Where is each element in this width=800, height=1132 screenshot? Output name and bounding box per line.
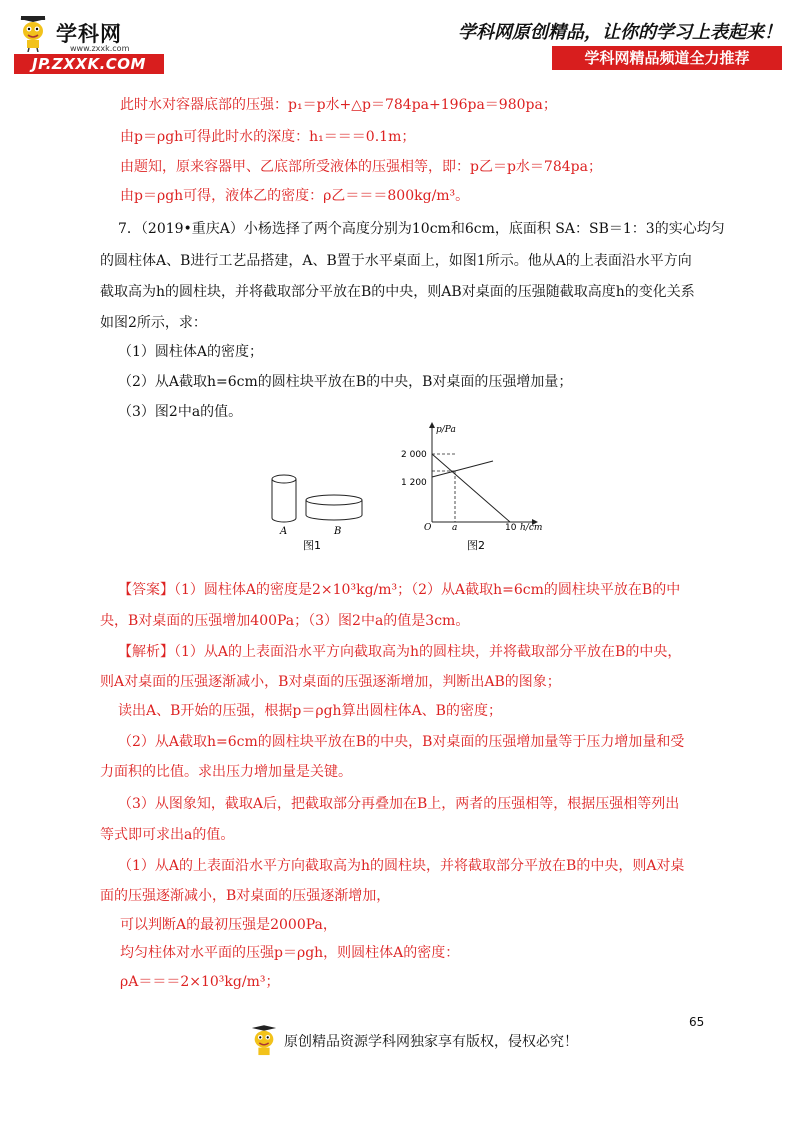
- x-axis-label: h/cm: [520, 523, 542, 533]
- graph: [429, 422, 538, 525]
- text-line: 此时水对容器底部的压强：p₁＝p水+△p＝784pa+196pa＝980pa；: [120, 97, 557, 113]
- question-item: （2）从A截取h=6cm的圆柱块平放在B的中央，B对桌面的压强增加量；: [118, 374, 573, 390]
- footer: [250, 1025, 610, 1061]
- label-b: B: [334, 526, 342, 537]
- page-number: 65: [689, 1015, 705, 1029]
- tick-1200: 1 200: [401, 478, 427, 488]
- site-logo: [14, 16, 164, 74]
- logo-title: 学科网: [56, 22, 122, 46]
- analysis-line: （1）从A的上表面沿水平方向截取高为h的圆柱块，并将截取部分平放在B的中央，则A对桌: [118, 858, 685, 874]
- line-b: [432, 461, 493, 477]
- figure: [262, 422, 542, 558]
- text-line: 由p＝ρgh可得，液体乙的密度：ρ乙＝＝＝800kg/m³。: [120, 188, 470, 204]
- mascot-icon: [250, 1025, 278, 1059]
- analysis-line: 读出A、B开始的压强，根据p＝ρgh算出圆柱体A、B的密度；: [118, 703, 502, 719]
- line-a: [432, 454, 510, 522]
- logo-url-small: www.zxxk.com: [70, 44, 130, 53]
- question-item: （3）图2中a的值。: [118, 404, 243, 420]
- answer-line: 央，B对桌面的压强增加400Pa；（3）图2中a的值是3cm。: [100, 613, 470, 629]
- analysis-line: 【解析】（1）从A的上表面沿水平方向截取高为h的圆柱块，并将截取部分平放在B的中央，: [118, 644, 682, 660]
- text-line: 由题知，原来容器甲、乙底部所受液体的压强相等，即：p乙＝p水＝784pa；: [120, 159, 602, 175]
- analysis-line: ρA＝＝＝2×10³kg/m³；: [120, 974, 280, 990]
- cylinder-b: [306, 495, 362, 520]
- mascot-icon: [18, 16, 48, 52]
- footer-copyright: 原创精品资源学科网独家享有版权，侵权必究！: [284, 1034, 578, 1050]
- tick-2000: 2 000: [401, 450, 427, 460]
- question-line: 截取高为h的圆柱块，并将截取部分平放在B的中央，则AB对桌面的压强随截取高度h的变化关系: [100, 284, 695, 300]
- analysis-line: 面的压强逐渐减小，B对桌面的压强逐渐增加，: [100, 888, 391, 904]
- analysis-line: 均匀柱体对水平面的压强p＝ρgh，则圆柱体A的密度：: [120, 945, 460, 961]
- tick-10: 10: [505, 523, 517, 533]
- fig2-caption: 图2: [467, 539, 485, 552]
- question-line: 的圆柱体A、B进行工艺品搭建，A、B置于水平桌面上，如图1所示。他从A的上表面沿水平方向: [100, 253, 692, 269]
- header-banner: 学科网精品频道全力推荐: [552, 46, 782, 70]
- analysis-line: （3）从图象知，截取A后，把截取部分再叠加在B上，两者的压强相等，根据压强相等列出: [118, 796, 680, 812]
- origin-label: O: [424, 523, 432, 533]
- analysis-line: 则A对桌面的压强逐渐减小，B对桌面的压强逐渐增加，判断出AB的图象；: [100, 674, 561, 690]
- answer-line: 【答案】（1）圆柱体A的密度是2×10³kg/m³；（2）从A截取h=6cm的圆柱块平放在B的中: [118, 582, 681, 598]
- header-slogan: 学科网原创精品，让你的学习上表起来！: [458, 22, 782, 43]
- analysis-line: 力面积的比值。求出压力增加量是关键。: [100, 764, 352, 780]
- analysis-line: 可以判断A的最初压强是2000Pa，: [120, 917, 337, 933]
- tick-a: a: [452, 523, 458, 533]
- cylinder-a: [272, 475, 296, 522]
- question-line: 如图2所示，求：: [100, 315, 207, 331]
- y-axis-label: p/Pa: [436, 425, 456, 435]
- analysis-line: 等式即可求出a的值。: [100, 827, 235, 843]
- text-line: 由p＝ρgh可得此时水的深度：h₁＝＝＝0.1m；: [120, 129, 416, 145]
- question-line: 7．（2019•重庆A）小杨选择了两个高度分别为10cm和6cm，底面积 SA：SB＝1：3的实心均匀: [118, 221, 725, 237]
- question-item: （1）圆柱体A的密度；: [118, 344, 264, 360]
- label-a: A: [280, 526, 288, 537]
- logo-domain[interactable]: JP.ZXXK.COM: [14, 54, 164, 74]
- analysis-line: （2）从A截取h=6cm的圆柱块平放在B的中央，B对桌面的压强增加量等于压力增加量和受: [118, 734, 685, 750]
- fig1-caption: 图1: [303, 539, 321, 552]
